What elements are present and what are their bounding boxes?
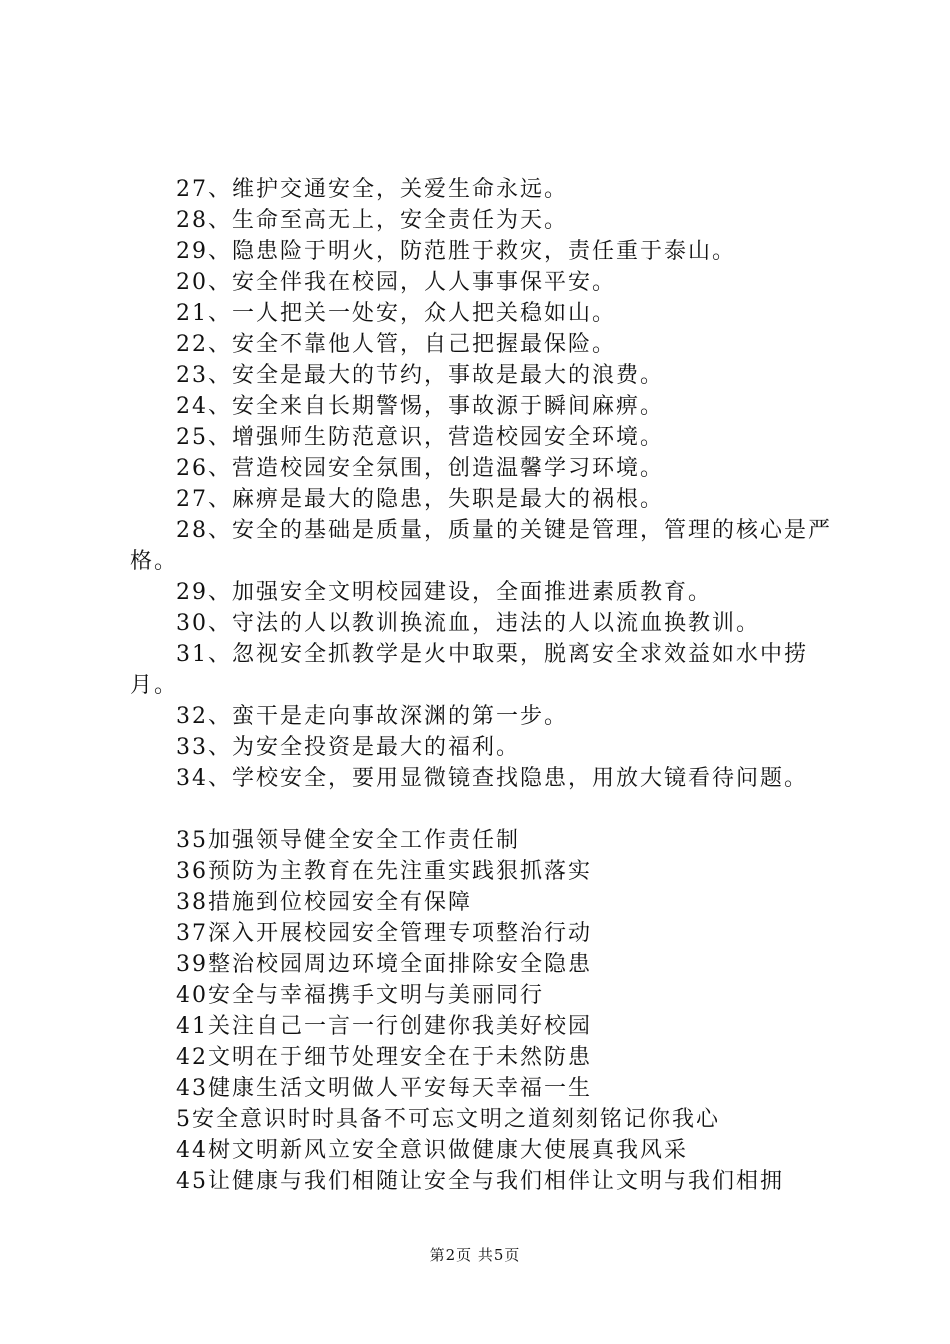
slogan-line: 27、维护交通安全，关爱生命永远。 bbox=[176, 177, 568, 202]
slogan-list bbox=[130, 174, 840, 1197]
slogan-line: 32、蛮干是走向事故深渊的第一步。 bbox=[176, 704, 568, 729]
slogan-line: 44树文明新风立安全意识做健康大使展真我风采 bbox=[176, 1138, 688, 1163]
slogan-line: 26、营造校园安全氛围，创造温馨学习环境。 bbox=[176, 456, 664, 481]
slogan-line: 29、隐患险于明火，防范胜于救灾，责任重于泰山。 bbox=[176, 239, 736, 264]
slogan-line: 36预防为主教育在先注重实践狠抓落实 bbox=[176, 859, 592, 884]
slogan-line: 20、安全伴我在校园，人人事事保平安。 bbox=[176, 270, 616, 295]
slogan-line: 39整治校园周边环境全面排除安全隐患 bbox=[176, 952, 592, 977]
slogan-line: 25、增强师生防范意识，营造校园安全环境。 bbox=[176, 425, 664, 450]
slogan-line-wrapped: 31、忽视安全抓教学是火中取栗，脱离安全求效益如水中捞月。 bbox=[130, 642, 808, 698]
slogan-line-wrapped: 28、安全的基础是质量，质量的关键是管理，管理的核心是严格。 bbox=[130, 518, 832, 574]
slogan-line: 45让健康与我们相随让安全与我们相伴让文明与我们相拥 bbox=[176, 1169, 784, 1194]
slogan-line: 29、加强安全文明校园建设，全面推进素质教育。 bbox=[176, 580, 712, 605]
slogan-line: 28、生命至高无上，安全责任为天。 bbox=[176, 208, 568, 233]
page-footer: 第2页 共5页 bbox=[429, 1246, 521, 1264]
slogan-line: 35加强领导健全安全工作责任制 bbox=[176, 828, 520, 853]
slogan-line: 38措施到位校园安全有保障 bbox=[176, 890, 472, 915]
slogan-line: 27、麻痹是最大的隐患，失职是最大的祸根。 bbox=[176, 487, 664, 512]
slogan-line: 30、守法的人以教训换流血，违法的人以流血换教训。 bbox=[176, 611, 760, 636]
slogan-line: 42文明在于细节处理安全在于未然防患 bbox=[176, 1045, 592, 1070]
slogan-line: 23、安全是最大的节约，事故是最大的浪费。 bbox=[176, 363, 664, 388]
slogan-line: 34、学校安全，要用显微镜查找隐患，用放大镜看待问题。 bbox=[176, 766, 808, 791]
slogan-line: 33、为安全投资是最大的福利。 bbox=[176, 735, 520, 760]
paragraph-gap bbox=[130, 794, 840, 825]
slogan-line: 22、安全不靠他人管，自己把握最保险。 bbox=[176, 332, 616, 357]
slogan-line: 41关注自己一言一行创建你我美好校园 bbox=[176, 1014, 592, 1039]
slogan-line: 43健康生活文明做人平安每天幸福一生 bbox=[176, 1076, 592, 1101]
slogan-line: 21、一人把关一处安，众人把关稳如山。 bbox=[176, 301, 616, 326]
slogan-line: 40安全与幸福携手文明与美丽同行 bbox=[176, 983, 544, 1008]
slogan-line: 37深入开展校园安全管理专项整治行动 bbox=[176, 921, 592, 946]
slogan-line: 5安全意识时时具备不可忘文明之道刻刻铭记你我心 bbox=[176, 1107, 720, 1132]
slogan-line: 24、安全来自长期警惕，事故源于瞬间麻痹。 bbox=[176, 394, 664, 419]
